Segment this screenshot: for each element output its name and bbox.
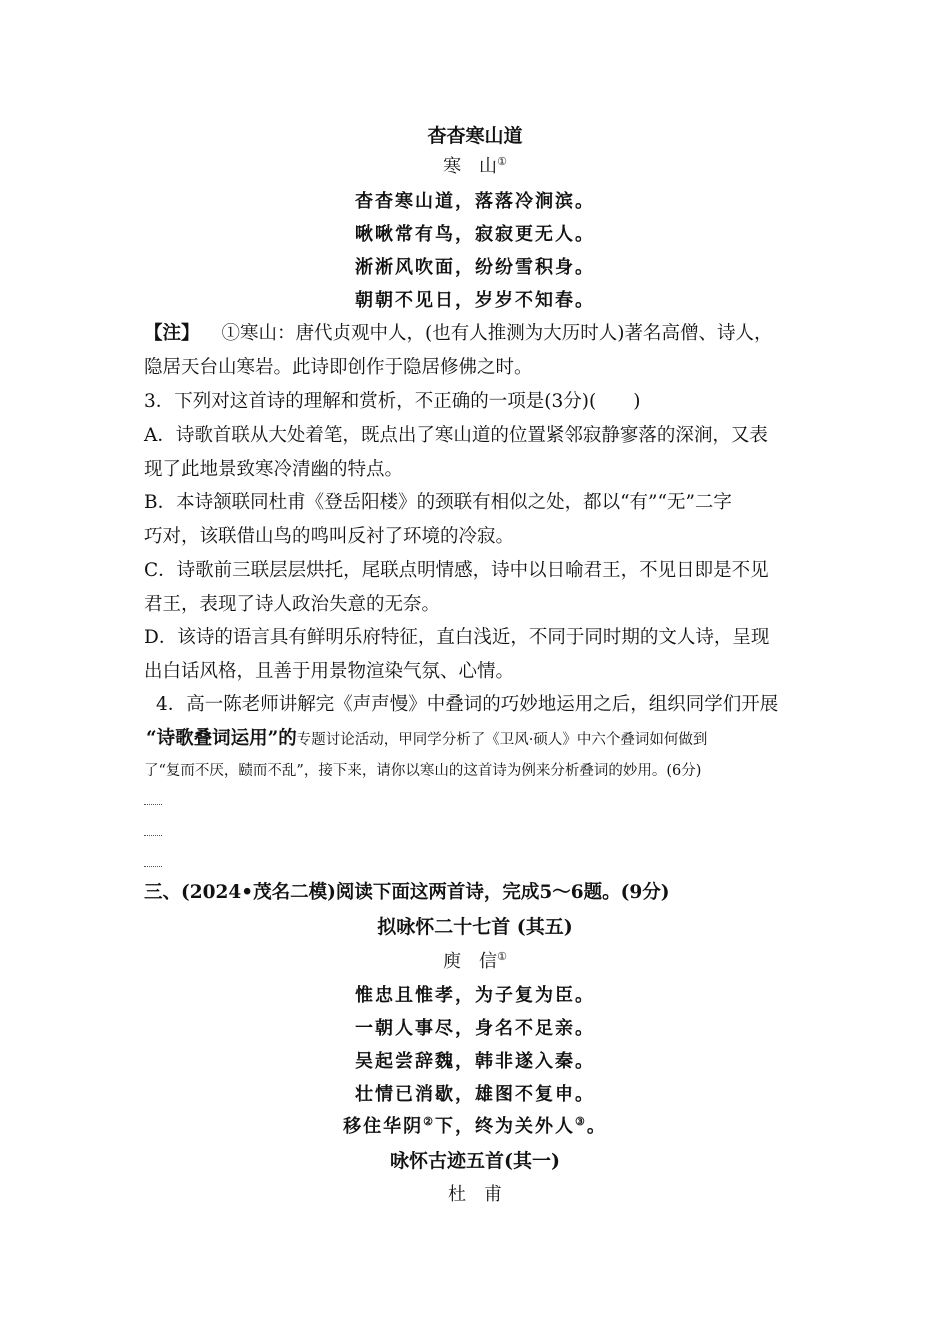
q3-option-d: D．该诗的语言具有鲜明乐府特征，直白浅近，不同于同时期的文人诗，呈现	[144, 627, 770, 648]
poem2-line: 惟忠且惟孝，为子复为臣。	[355, 985, 595, 1006]
q3-option-a-cont: 现了此地景致寒冷清幽的特点。	[144, 459, 404, 480]
poem2-author-note: ①	[497, 950, 507, 963]
note-text-2: 隐居天台山寒岩。此诗即创作于隐居修佛之时。	[144, 357, 533, 378]
poem2-author	[0, 950, 950, 972]
poem1-line: 淅淅风吹面，纷纷雪积身。	[355, 257, 595, 278]
poem1-line: 啾啾常有鸟，寂寂更无人。	[355, 224, 595, 245]
poem1-note	[144, 325, 772, 344]
poem2-line: 一朝人事尽，身名不足亲。	[355, 1018, 595, 1039]
q4-stem: 4．高一陈老师讲解完《声声慢》中叠词的巧妙地运用之后，组织同学们开展	[156, 694, 779, 715]
q3-stem: 3．下列对这首诗的理解和赏析，不正确的一项是(3分)( )	[144, 391, 641, 412]
poem1-line: 杳杳寒山道，落落冷涧滨。	[355, 191, 595, 212]
poem3-title: 咏怀古迹五首(其一)	[390, 1150, 560, 1172]
q4-stem-small: 专题讨论活动，甲同学分析了《卫风·硕人》中六个叠词如何做到	[296, 732, 708, 748]
note-text-1: ①寒山：唐代贞观中人，(也有人推测为大历时人)著名高僧、诗人，	[221, 323, 773, 344]
q3-option-b: B．本诗颔联同杜甫《登岳阳楼》的颈联有相似之处，都以“有”“无”二字	[144, 492, 732, 513]
poem1-title: 杳杳寒山道	[427, 125, 523, 147]
section3-heading-text: 三、(2024•茂名二模)阅读下面这两首诗，完成5～6题。(9分)	[144, 882, 670, 903]
answer-line[interactable]	[144, 804, 162, 805]
q3-option-a: A．诗歌首联从大处着笔，既点出了寒山道的位置紧邻寂静寥落的深涧，又表	[144, 425, 768, 446]
answer-line[interactable]	[144, 835, 162, 836]
poem2-line: 壮情已消歇，雄图不复申。	[355, 1084, 595, 1105]
poem2-title: 拟咏怀二十七首 (其五)	[377, 916, 573, 938]
poem2-last-b: 下，终为关外人	[435, 1116, 575, 1137]
poem2-last-a: 移住华阴	[343, 1116, 424, 1137]
section3-heading	[144, 884, 669, 903]
q4-stem-cont	[146, 730, 707, 749]
poem2-last-line	[0, 1115, 950, 1137]
poem2-note-2: ②	[423, 1115, 435, 1128]
q3-option-c: C．诗歌前三联层层烘托，尾联点明情感，诗中以日喻君王，不见日即是不见	[144, 560, 769, 581]
q4-stem-end: 了“复而不厌，赜而不乱”，接下来，请你以寒山的这首诗为例来分析叠词的妙用。(6分)	[144, 763, 702, 779]
poem1-author-note: ①	[497, 155, 507, 168]
poem1-author-name: 寒 山	[443, 156, 498, 177]
poem2-last-c: 。	[586, 1116, 607, 1137]
answer-line[interactable]	[144, 866, 162, 867]
note-label: 【注】	[144, 323, 200, 344]
poem3-author: 杜 甫	[448, 1184, 502, 1205]
poem2-line: 吴起尝辞魏，韩非遂入秦。	[355, 1051, 595, 1072]
poem2-author-name: 庾 信	[443, 951, 498, 972]
poem1-line: 朝朝不见日，岁岁不知春。	[355, 290, 595, 311]
q3-option-c-cont: 君王，表现了诗人政治失意的无奈。	[144, 594, 441, 615]
q4-topic: “诗歌叠词运用”的	[146, 728, 297, 749]
q3-option-b-cont: 巧对，该联借山鸟的鸣叫反衬了环境的冷寂。	[144, 526, 515, 547]
poem2-note-3: ③	[575, 1115, 587, 1128]
q3-option-d-cont: 出白话风格，且善于用景物渲染气氛、心情。	[144, 661, 515, 682]
poem1-author	[0, 155, 950, 177]
